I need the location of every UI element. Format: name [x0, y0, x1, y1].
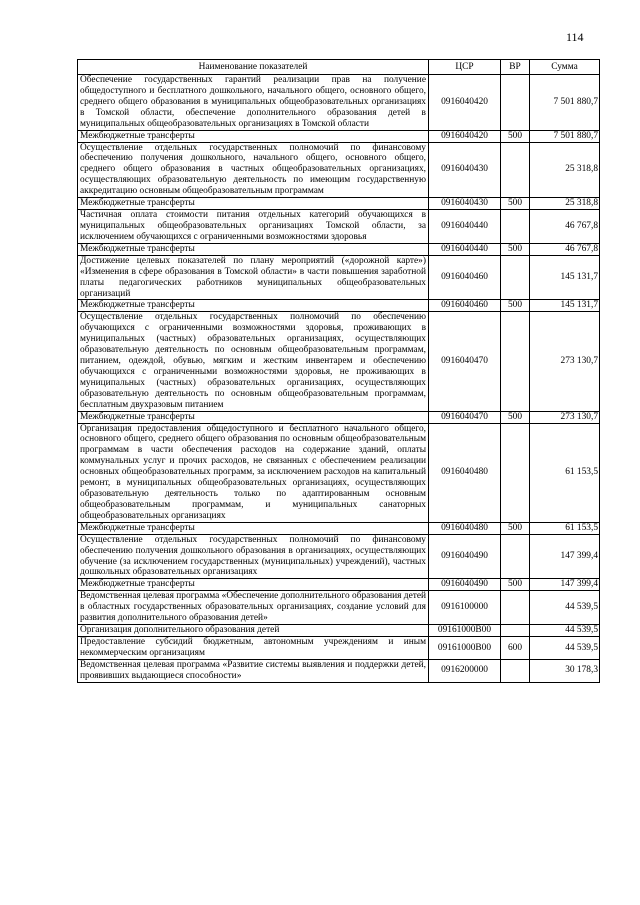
- row-vr: [501, 659, 530, 682]
- row-vr: 500: [501, 522, 530, 534]
- row-sum: 147 399,4: [530, 534, 600, 579]
- row-sum: 145 131,7: [530, 255, 600, 300]
- row-name: Предоставление субсидий бюджетным, автономным учреждениям и иным некоммерческим организациям: [78, 637, 429, 660]
- row-sum: 44 539,5: [530, 625, 600, 637]
- row-name: Осуществление отдельных государственных полномочий по финансовому обеспечению получения дошкольного образования в организациях, осуществляющих обучение (за исключением государственных (муниципальных) учреждений), частных дошкольных образовательных организациях: [78, 534, 429, 579]
- row-sum: 145 131,7: [530, 300, 600, 312]
- header-sum: Сумма: [530, 60, 600, 75]
- row-name: Организация предоставления общедоступного и бесплатного начального общего, основного общего, среднего общего образования по основным общеобразовательным программам в части обеспечения расходов на содержание зданий, оплаты коммунальных услуг и прочих расходов, не связанных с обеспечением реализации основных общеобразовательных программ, за исключением расходов на капитальный ремонт, в муниципальных общеобразовательных организациях, осуществляющих образовательную деятельность только по адаптированным основным общеобразовательным программам, и муниципальных санаторных общеобразовательных организациях: [78, 423, 429, 522]
- row-vr: [501, 142, 530, 198]
- table-row: [78, 198, 600, 210]
- row-vr: [501, 625, 530, 637]
- row-csr: 0916040460: [429, 255, 501, 300]
- row-csr: 0916200000: [429, 659, 501, 682]
- row-csr: 0916040470: [429, 312, 501, 411]
- row-csr: 0916040480: [429, 522, 501, 534]
- table-row: [78, 522, 600, 534]
- row-sum: 61 153,5: [530, 423, 600, 522]
- row-csr: 09161000В00: [429, 637, 501, 660]
- table-row: [78, 142, 600, 198]
- row-sum: 7 501 880,7: [530, 130, 600, 142]
- row-name: Достижение целевых показателей по плану мероприятий («дорожной карте») «Изменения в сфере образования в Томской области» в части повышения заработной платы педагогических работников муниципальных общеобразовательных организаций: [78, 255, 429, 300]
- row-sum: 7 501 880,7: [530, 75, 600, 131]
- row-vr: [501, 210, 530, 244]
- header-vr: ВР: [501, 60, 530, 75]
- row-sum: 44 539,5: [530, 591, 600, 625]
- row-vr: 500: [501, 579, 530, 591]
- row-name: Межбюджетные трансферты: [78, 579, 429, 591]
- row-name: Межбюджетные трансферты: [78, 522, 429, 534]
- table-row: [78, 255, 600, 300]
- row-sum: 25 318,8: [530, 198, 600, 210]
- row-csr: 0916040430: [429, 198, 501, 210]
- row-sum: 273 130,7: [530, 312, 600, 411]
- row-vr: 500: [501, 411, 530, 423]
- row-csr: 0916040440: [429, 243, 501, 255]
- row-name: Обеспечение государственных гарантий реализации прав на получение общедоступного и бесплатного дошкольного, начального общего, основного общего, среднего общего образования в муниципальных общеобразовательных организациях в Томской области, обеспечение дополнительного образования детей в муниципальных общеобразовательных организациях в Томской области: [78, 75, 429, 131]
- row-name: Межбюджетные трансферты: [78, 300, 429, 312]
- row-sum: 25 318,8: [530, 142, 600, 198]
- row-csr: 0916040420: [429, 75, 501, 131]
- header-name: Наименование показателей: [78, 60, 429, 75]
- row-csr: 0916040470: [429, 411, 501, 423]
- row-vr: 500: [501, 130, 530, 142]
- row-csr: 0916040420: [429, 130, 501, 142]
- table-header-row: [78, 60, 600, 75]
- row-name: Ведомственная целевая программа «Обеспечение дополнительного образования детей в областных государственных образовательных организациях, создание условий для развития дополнительного образования детей»: [78, 591, 429, 625]
- row-vr: [501, 534, 530, 579]
- row-vr: 500: [501, 198, 530, 210]
- table-row: [78, 75, 600, 131]
- table-row: [78, 659, 600, 682]
- table-row: [78, 534, 600, 579]
- row-sum: 46 767,8: [530, 210, 600, 244]
- table-row: [78, 300, 600, 312]
- row-csr: 09161000В00: [429, 625, 501, 637]
- row-name: Межбюджетные трансферты: [78, 411, 429, 423]
- row-csr: 0916040480: [429, 423, 501, 522]
- table-row: [78, 210, 600, 244]
- row-csr: 0916100000: [429, 591, 501, 625]
- row-vr: [501, 75, 530, 131]
- row-vr: 500: [501, 300, 530, 312]
- row-vr: [501, 423, 530, 522]
- row-sum: 30 178,3: [530, 659, 600, 682]
- table-row: [78, 591, 600, 625]
- row-sum: 44 539,5: [530, 637, 600, 660]
- header-csr: ЦСР: [429, 60, 501, 75]
- row-name: Межбюджетные трансферты: [78, 198, 429, 210]
- row-vr: [501, 591, 530, 625]
- row-csr: 0916040490: [429, 579, 501, 591]
- row-vr: [501, 312, 530, 411]
- row-csr: 0916040490: [429, 534, 501, 579]
- row-sum: 46 767,8: [530, 243, 600, 255]
- row-csr: 0916040440: [429, 210, 501, 244]
- row-name: Осуществление отдельных государственных полномочий по финансовому обеспечению получения дошкольного, начального общего, основного общего, среднего общего образования в частных общеобразовательных организациях, осуществляющих образовательную деятельность по имеющим государственную аккредитацию основным общеобразовательным программам: [78, 142, 429, 198]
- budget-table: [77, 59, 600, 683]
- row-name: Ведомственная целевая программа «Развитие системы выявления и поддержки детей, проявивших выдающиеся способности»: [78, 659, 429, 682]
- table-row: [78, 637, 600, 660]
- table-row: [78, 625, 600, 637]
- page-number: 114: [566, 30, 584, 44]
- table-row: [78, 423, 600, 522]
- row-sum: 273 130,7: [530, 411, 600, 423]
- row-vr: 500: [501, 243, 530, 255]
- row-sum: 147 399,4: [530, 579, 600, 591]
- row-name: Частичная оплата стоимости питания отдельных категорий обучающихся в муниципальных общеобразовательных организациях Томской области, за исключением обучающихся с ограниченными возможностями здоровья: [78, 210, 429, 244]
- table-row: [78, 411, 600, 423]
- table-row: [78, 579, 600, 591]
- row-csr: 0916040430: [429, 142, 501, 198]
- row-vr: [501, 255, 530, 300]
- row-sum: 61 153,5: [530, 522, 600, 534]
- table-row: [78, 130, 600, 142]
- row-name: Межбюджетные трансферты: [78, 243, 429, 255]
- row-vr: 600: [501, 637, 530, 660]
- row-csr: 0916040460: [429, 300, 501, 312]
- table-row: [78, 312, 600, 411]
- row-name: Межбюджетные трансферты: [78, 130, 429, 142]
- table-row: [78, 243, 600, 255]
- row-name: Организация дополнительного образования детей: [78, 625, 429, 637]
- row-name: Осуществление отдельных государственных полномочий по обеспечению обучающихся с ограниченными возможностями здоровья, проживающих в муниципальных (частных) образовательных организациях, осуществляющих образовательную деятельность по основным общеобразовательным программам, питанием, одеждой, обувью, мягким и жестким инвентарем и обеспечению обучающихся с ограниченными возможностями здоровья, не проживающих в муниципальных (частных) образовательных организациях, осуществляющих образовательную деятельность по основным общеобразовательным программам, бесплатным двухразовым питанием: [78, 312, 429, 411]
